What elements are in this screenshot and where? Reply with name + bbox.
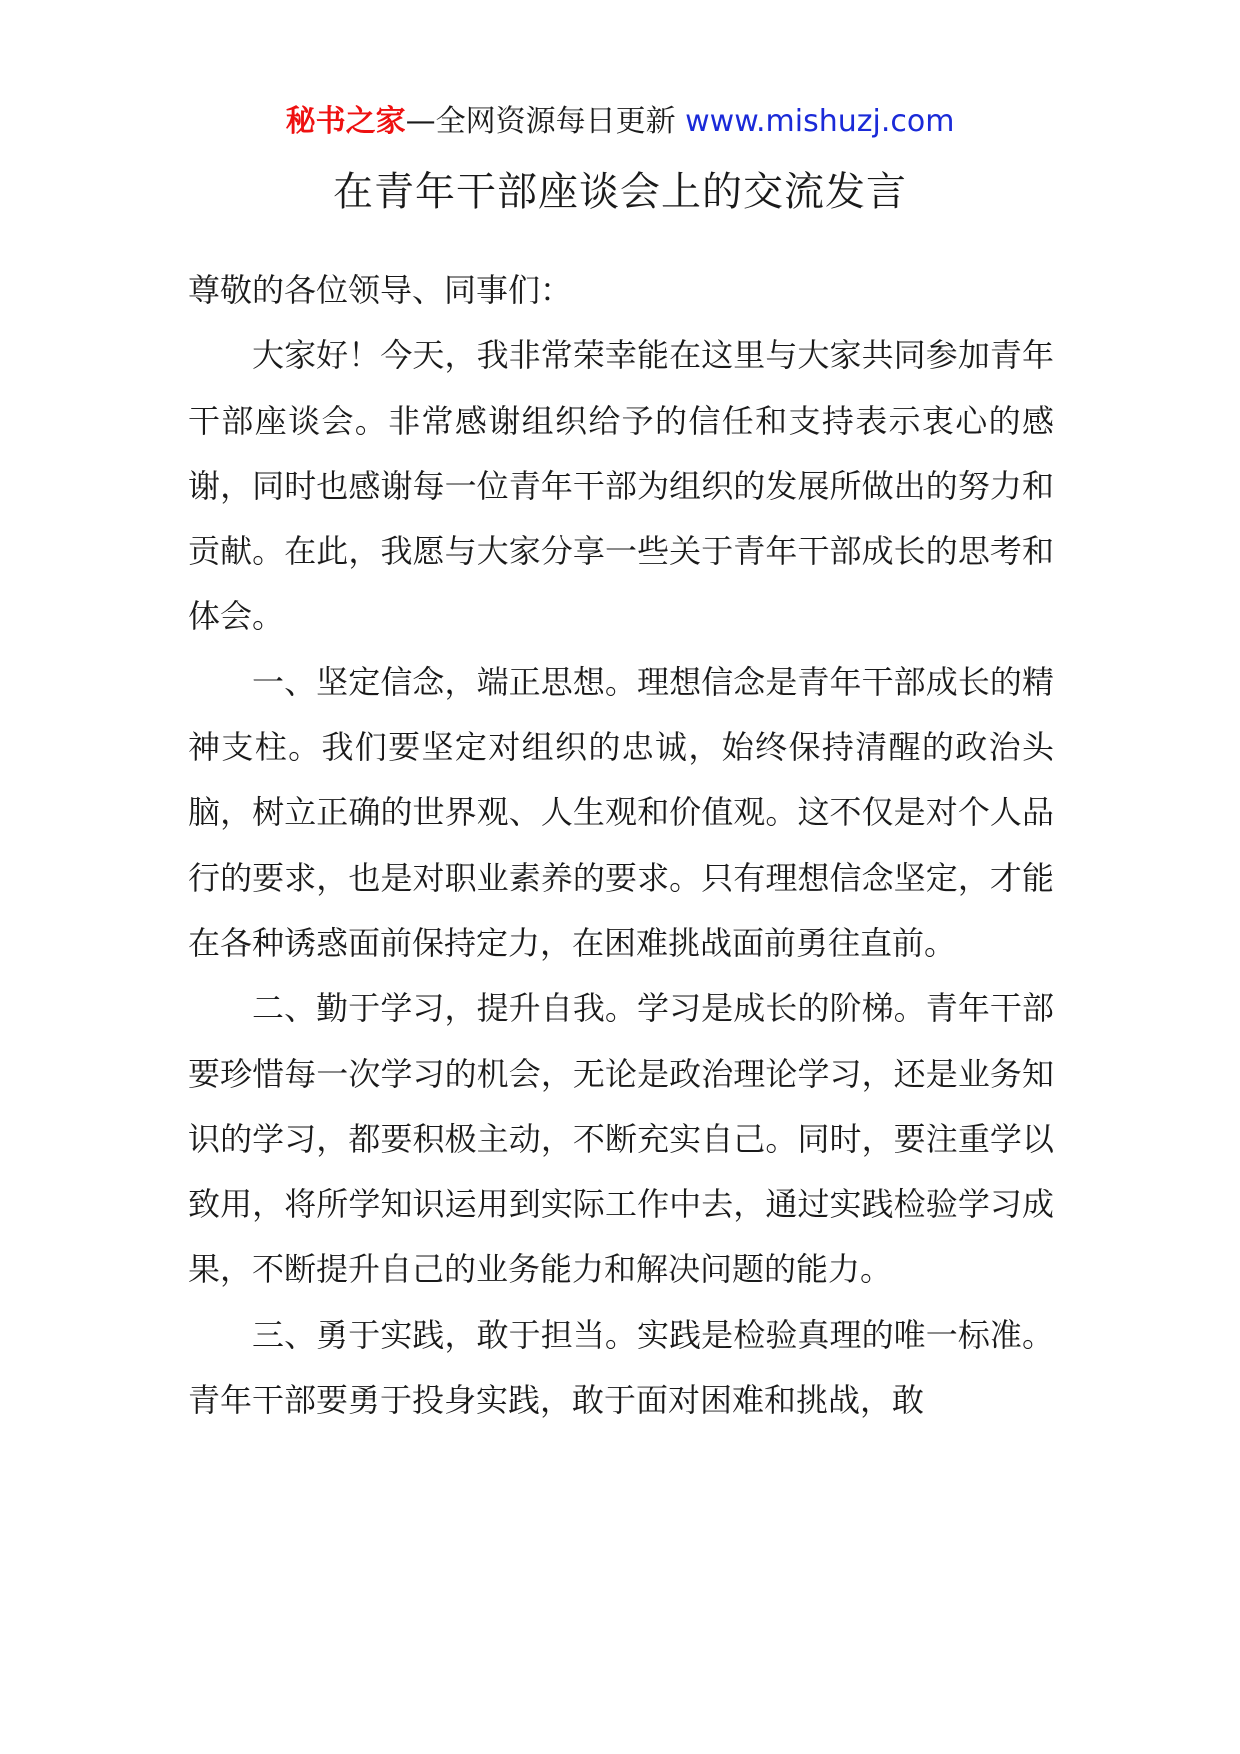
site-tagline: —全网资源每日更新 [405,104,676,139]
paragraph-section-1: 一、坚定信念，端正思想。理想信念是青年干部成长的精神支柱。我们要坚定对组织的忠诚，始终保持清醒的政治头脑，树立正确的世界观、人生观和价值观。这不仅是对个人品行的要求，也是对职业素养的要求。只有理想信念坚定，才能在各种诱惑面前保持定力，在困难挑战面前勇往直前。 [188,662,1054,962]
site-url-link[interactable]: www.mishuzj.com [685,104,955,139]
site-brand: 秘书之家 [285,104,406,139]
paragraph-intro: 大家好！今天，我非常荣幸能在这里与大家共同参加青年干部座谈会。非常感谢组织给予的信任和支持表示衷心的感谢，同时也感谢每一位青年干部为组织的发展所做出的努力和贡献。在此，我愿与大家分享一些关于青年干部成长的思考和体会。 [188,336,1054,636]
site-header [0,100,1240,144]
paragraph-section-2: 二、勤于学习，提升自我。学习是成长的阶梯。青年干部要珍惜每一次学习的机会，无论是政治理论学习，还是业务知识的学习，都要积极主动，不断充实自己。同时，要注重学以致用，将所学知识运用到实际工作中去，通过实践检验学习成果，不断提升自己的业务能力和解决问题的能力。 [188,989,1054,1289]
document-title: 在青年干部座谈会上的交流发言 [333,169,907,215]
document-body [188,258,1054,1433]
paragraph-section-3: 三、勇于实践，敢于担当。实践是检验真理的唯一标准。青年干部要勇于投身实践，敢于面对困难和挑战，敢 [188,1315,1054,1420]
salutation: 尊敬的各位领导、同事们： [188,271,573,309]
